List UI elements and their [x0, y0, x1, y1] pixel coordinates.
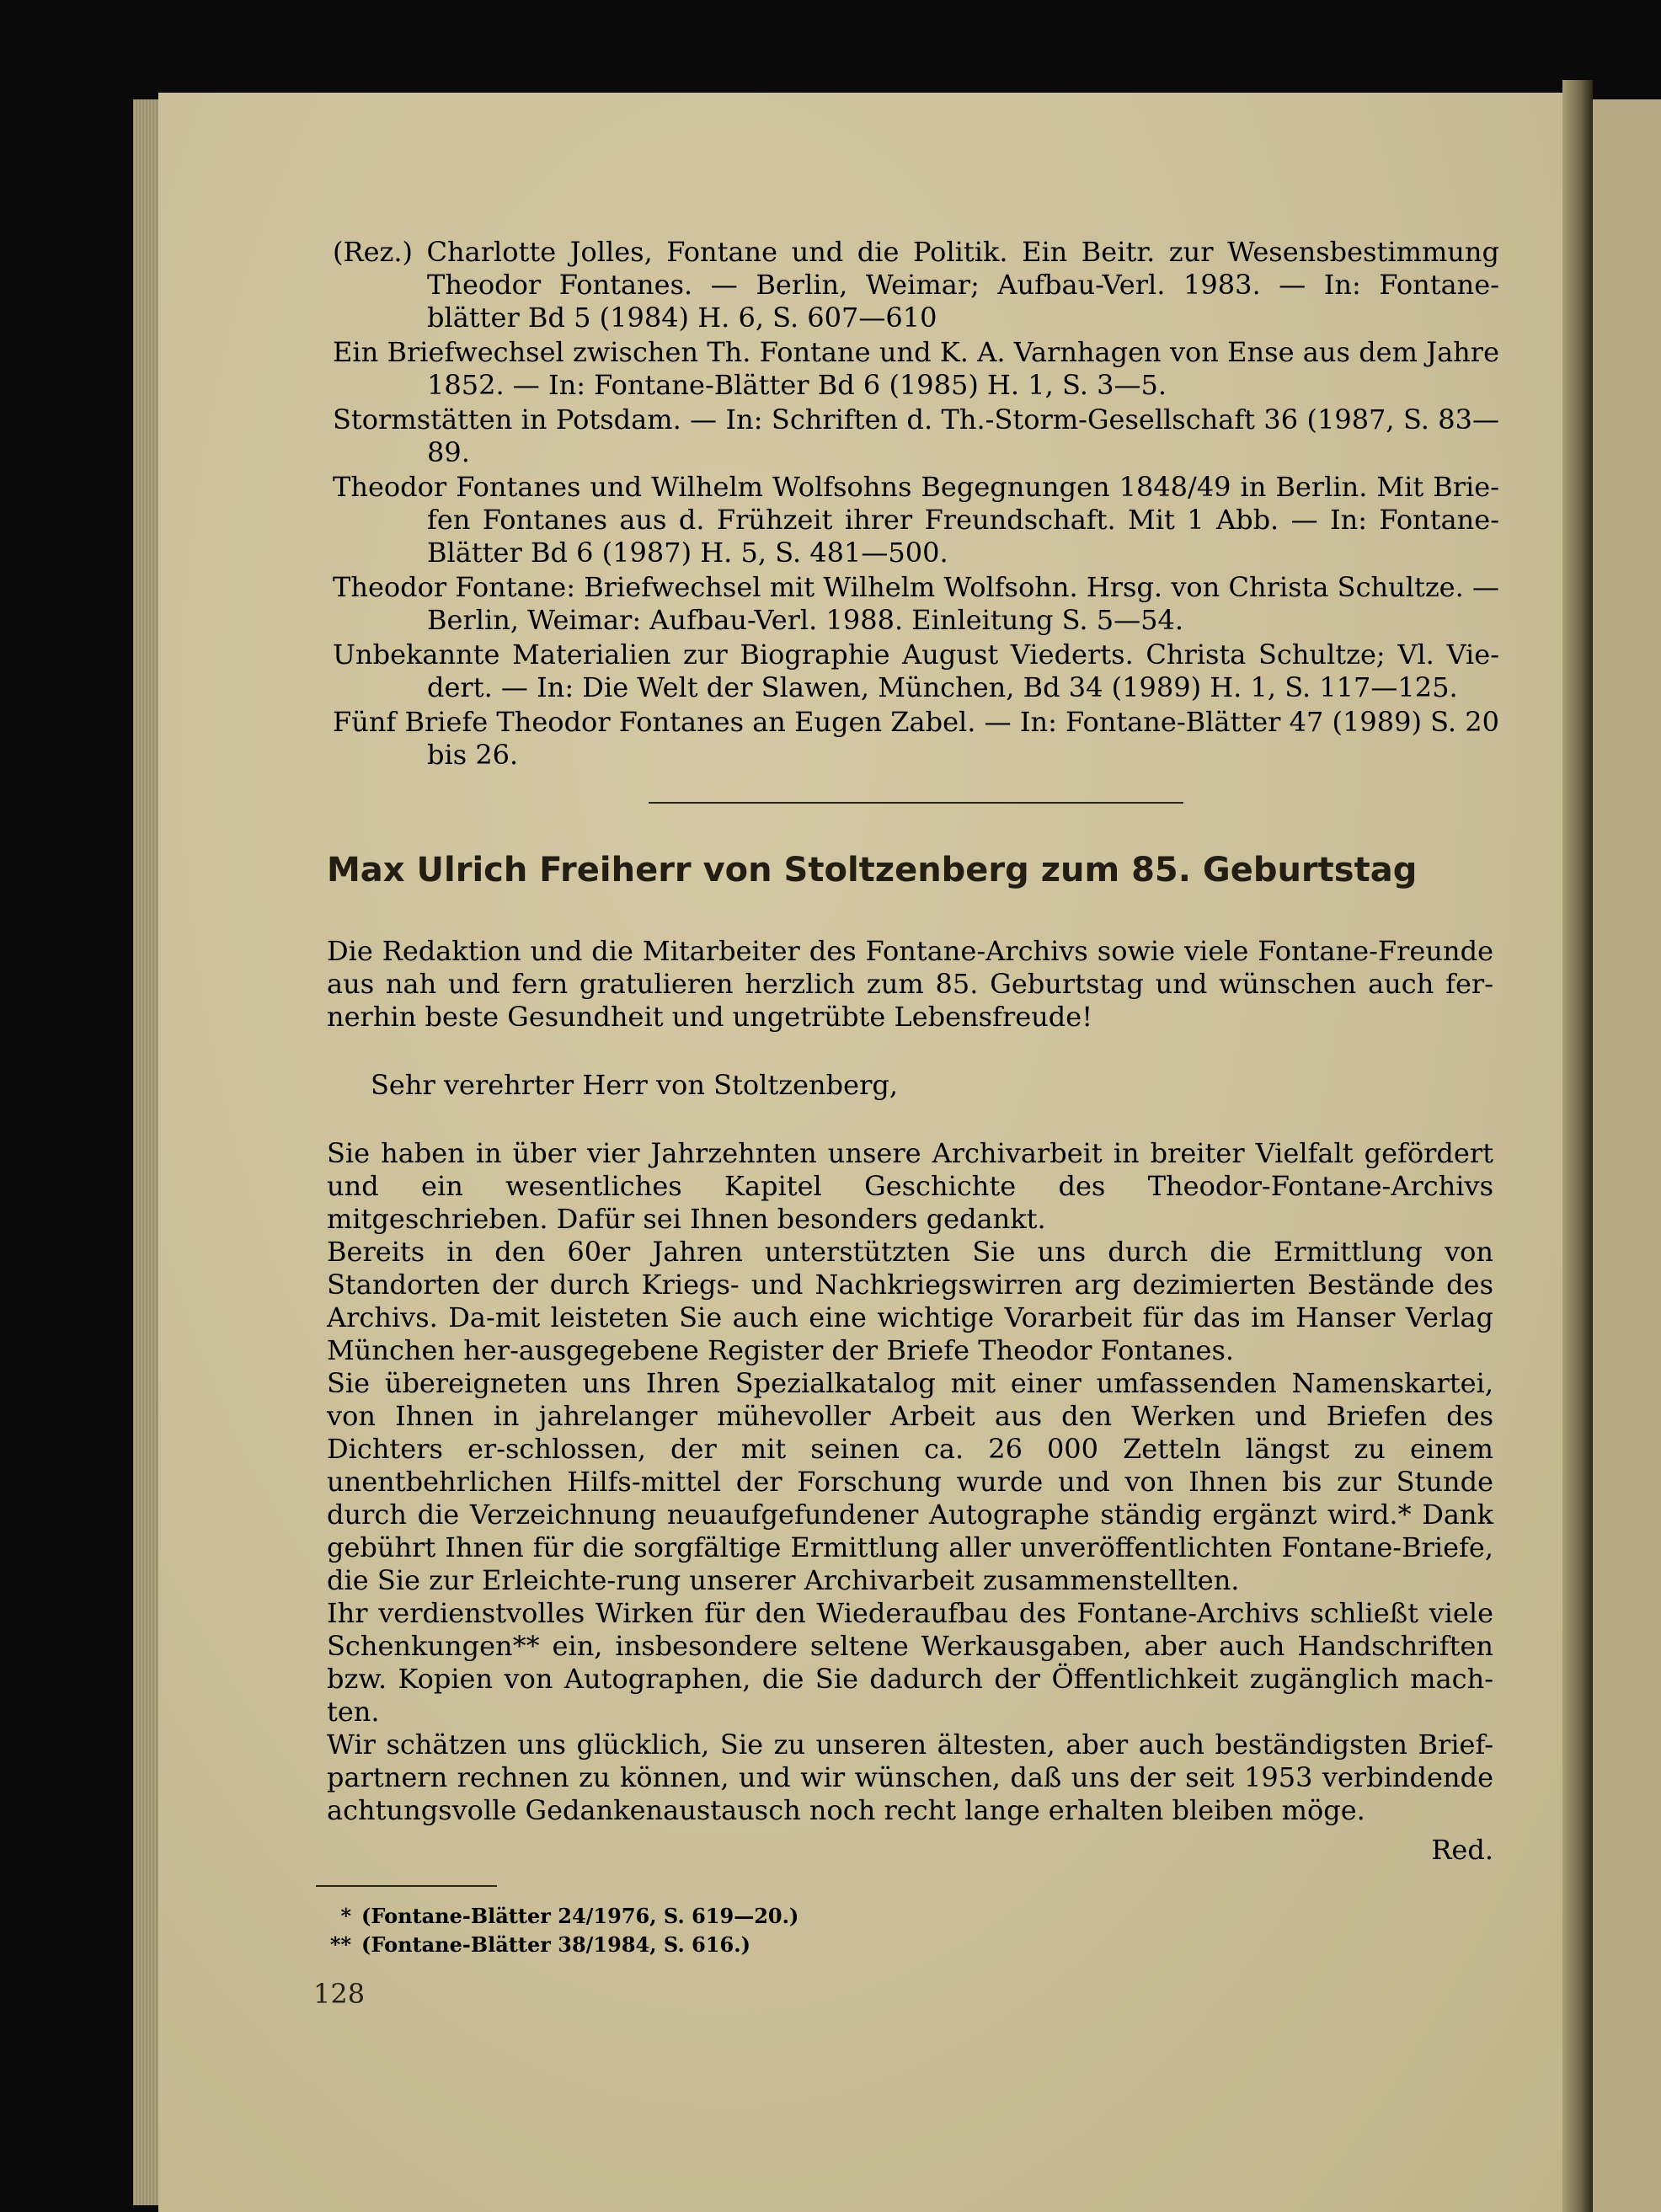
footnote-divider: [316, 1885, 497, 1887]
footnote: [313, 1931, 1071, 1959]
section-divider: [649, 802, 1183, 804]
letter-paragraph: Ihr verdienstvolles Wirken für den Wiederaufbau des Fontane-Archivs schließt viele Schenkungen** ein, insbesondere seltene Werkausgaben, aber auch Handschriften bzw. Kopien von Autographen, die Sie dadurch der Öffentlichkeit zugänglich mach-ten.: [327, 1597, 1493, 1728]
bibliography-entry: Unbekannte Materialien zur Biographie August Viederts. Christa Schultze; Vl. Vie-dert. — In: Die Welt der Slawen, München, Bd 34 (1989) H. 1, S. 117—125.: [333, 638, 1499, 703]
footnote: [313, 1902, 1071, 1931]
letter-paragraph: Sie haben in über vier Jahrzehnten unsere Archivarbeit in breiter Vielfalt gefördert und ein wesentliches Kapitel Geschichte des Theodor-Fontane-Archivs mitgeschrieben. Dafür sei Ihnen besonders gedankt.: [327, 1137, 1493, 1235]
bibliography-list: [333, 236, 1499, 772]
bibliography-entry: (Rez.) Charlotte Jolles, Fontane und die Politik. Ein Beitr. zur Wesensbestimmung Theodor Fontanes. — Berlin, Weimar; Aufbau-Verl. 1983. — In: Fontane-blätter Bd 5 (1984) H. 6, S. 607—610: [333, 236, 1499, 334]
article-body: [327, 935, 1493, 1867]
adjacent-page: [1593, 99, 1661, 2212]
bibliography-entry: Stormstätten in Potsdam. — In: Schriften d. Th.-Storm-Gesellschaft 36 (1987, S. 83—89.: [333, 403, 1499, 468]
letter-signature: Red.: [1431, 1834, 1493, 1866]
bibliography-entry: Theodor Fontane: Briefwechsel mit Wilhelm Wolfsohn. Hrsg. von Christa Schultze. — Berlin, Weimar: Aufbau-Verl. 1988. Einleitung S. 5—54.: [333, 571, 1499, 636]
bibliography-entry: Ein Briefwechsel zwischen Th. Fontane und K. A. Varnhagen von Ense aus dem Jahre 1852. — In: Fontane-Blätter Bd 6 (1985) H. 1, S. 3—5.: [333, 336, 1499, 401]
page-number: 128: [313, 1978, 366, 2010]
article-heading: Max Ulrich Freiherr von Stoltzenberg zum 85. Geburtstag: [327, 851, 1418, 890]
bibliography-entry: Fünf Briefe Theodor Fontanes an Eugen Zabel. — In: Fontane-Blätter 47 (1989) S. 20 bis 26.: [333, 706, 1499, 771]
bibliography-section: [333, 236, 1499, 773]
letter-paragraph: Wir schätzen uns glücklich, Sie zu unseren ältesten, aber auch beständigsten Brief-partnern rechnen zu können, und wir wünschen, daß uns der seit 1953 verbindende achtungsvolle Gedankenaustausch noch recht lange erhalten bleiben möge.: [327, 1728, 1493, 1826]
letter-paragraph: Bereits in den 60er Jahren unterstützten Sie uns durch die Ermittlung von Standorten der durch Kriegs- und Nachkriegswirren arg dezimierten Bestände des Archivs. Da-mit leisteten Sie auch eine wichtige Vorarbeit für das im Hanser Verlag München her-ausgegebene Register der Briefe Theodor Fontanes.: [327, 1236, 1493, 1366]
book-page-edges: [133, 99, 162, 2205]
footnote-text: (Fontane-Blätter 24/1976, S. 619—20.): [361, 1904, 799, 1928]
footnotes: [313, 1902, 1071, 1959]
article-intro: Die Redaktion und die Mitarbeiter des Fontane-Archivs sowie viele Fontane-Freunde aus nah und fern gratulieren herzlich zum 85. Geburtstag und wünschen auch fer-nerhin beste Gesundheit und ungetrübte Lebensfreude!: [327, 935, 1493, 1033]
footnote-mark: **: [329, 1932, 351, 1957]
footnote-text: (Fontane-Blätter 38/1984, S. 616.): [361, 1932, 750, 1957]
letter-paragraph: Sie übereigneten uns Ihren Spezialkatalog mit einer umfassenden Namenskartei, von Ihnen in jahrelanger mühevoller Arbeit aus den Werken und Briefen des Dichters er-schlossen, der mit seinen ca. 26 000 Zetteln längst zu einem unentbehrlichen Hilfs-mittel der Forschung wurde und von Ihnen bis zur Stunde durch die Verzeichnung neuaufgefundener Autographe ständig ergänzt wird.* Dank gebührt Ihnen für die sorgfältige Ermittlung aller unveröffentlichten Fontane-Briefe, die Sie zur Erleichte-rung unserer Archivarbeit zusammenstellten.: [327, 1367, 1493, 1596]
footnote-mark: *: [340, 1904, 351, 1928]
letter-salutation: Sehr verehrter Herr von Stoltzenberg,: [371, 1069, 899, 1101]
bibliography-entry: Theodor Fontanes und Wilhelm Wolfsohns Begegnungen 1848/49 in Berlin. Mit Brie-fen Fontanes aus d. Frühzeit ihrer Freundschaft. Mit 1 Abb. — In: Fontane-Blätter Bd 6 (1987) H. 5, S. 481—500.: [333, 471, 1499, 569]
book-gutter: [1562, 80, 1593, 2212]
